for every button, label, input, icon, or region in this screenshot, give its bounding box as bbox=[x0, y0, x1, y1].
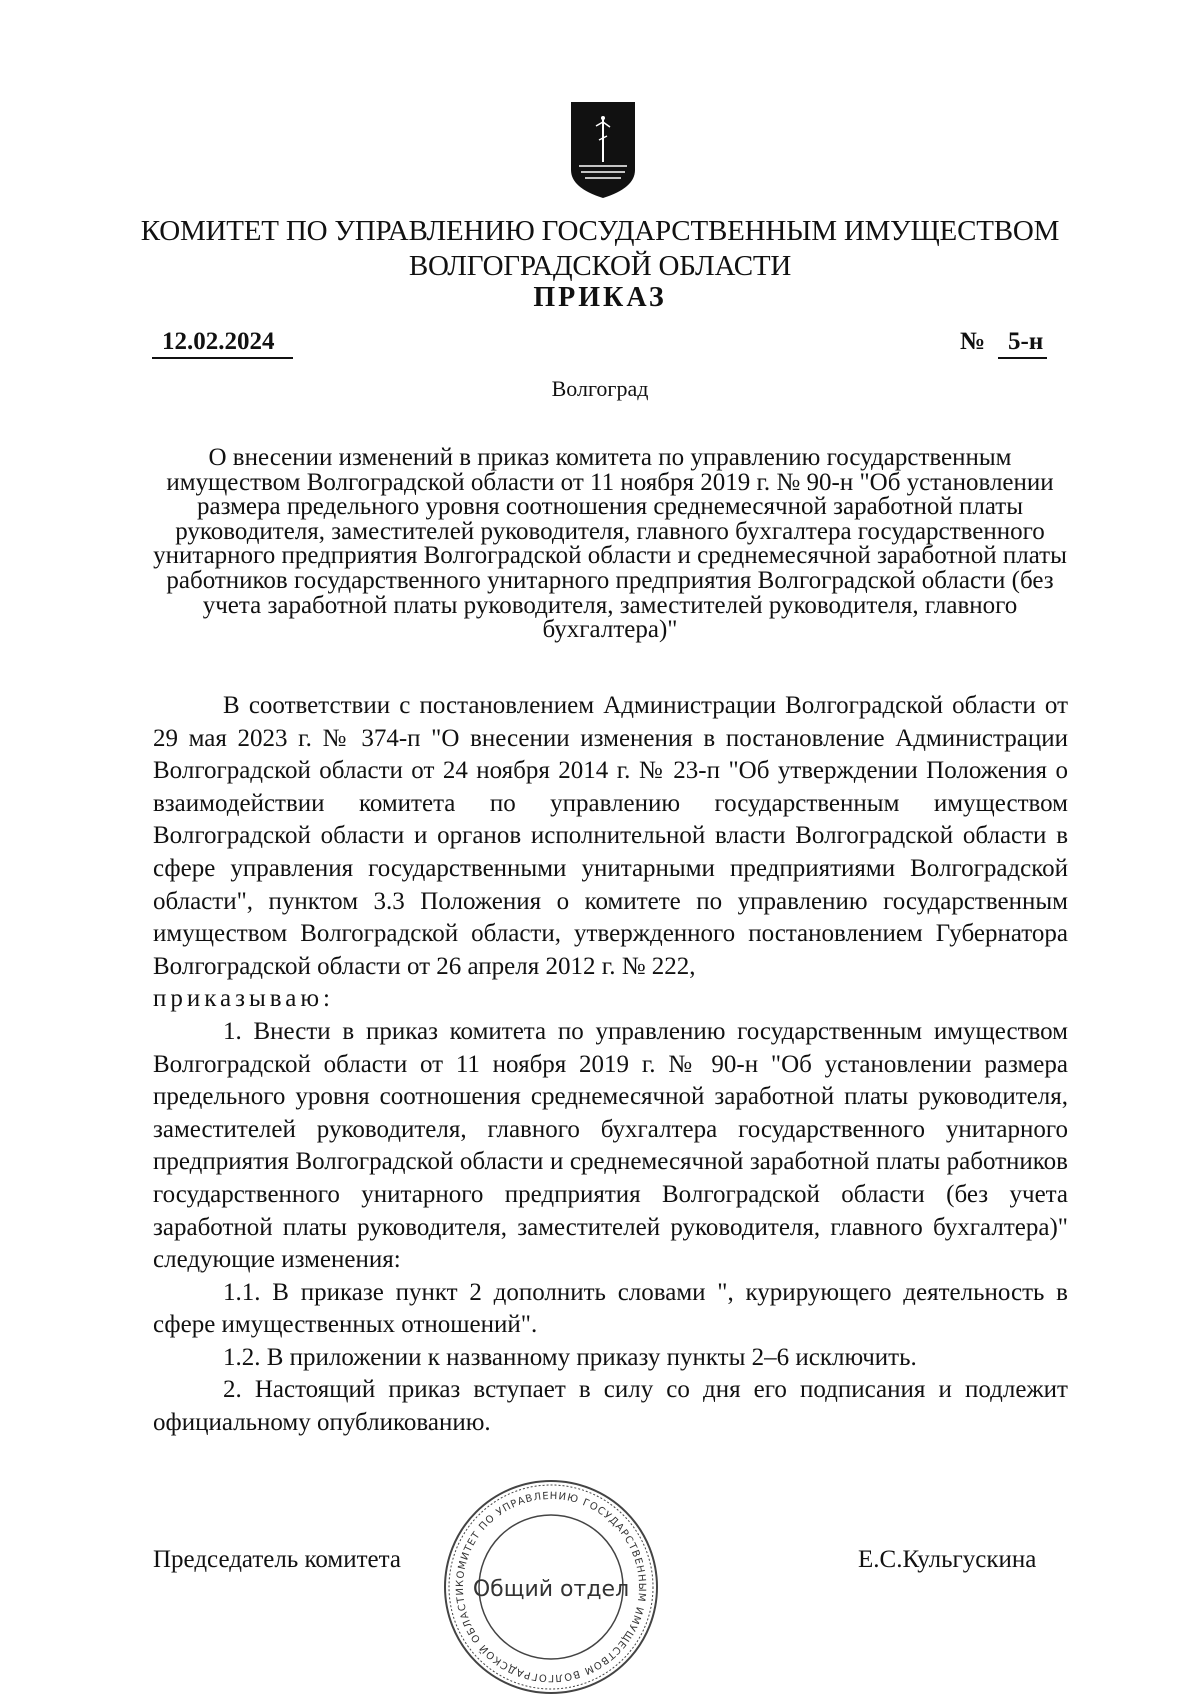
signatory-name: Е.С.Кульгускина bbox=[858, 1546, 1037, 1573]
organization-name-line1: КОМИТЕТ ПО УПРАВЛЕНИЮ ГОСУДАРСТВЕННЫМ ИМУЩЕСТВОМ bbox=[140, 215, 1060, 247]
organization-name-line2: ВОЛГОГРАДСКОЙ ОБЛАСТИ bbox=[408, 250, 792, 282]
stamp-ring-text: КОМИТЕТ ПО УПРАВЛЕНИЮ ГОСУДАРСТВЕННЫМ ИМУЩЕСТВОМ ВОЛГОГРАДСКОЙ ОБЛАСТИ bbox=[454, 1490, 648, 1684]
office-stamp bbox=[440, 1476, 662, 1698]
order-word: приказываю: bbox=[153, 985, 334, 1013]
item-2: 2. Настоящий приказ вступает в силу со дня его подписания и подлежит официальному опубликованию. bbox=[153, 1376, 1068, 1437]
item-1: 1. Внести в приказ комитета по управлению государственным имуществом Волгоградской области от 11 ноября 2019 г. № 90-н "Об установлении размера предельного уровня соотношения среднемесячной заработной платы руководителя, заместителей руководителя, главного бухгалтера государственного унитарного предприятия Волгоградской области и среднемесячной заработной платы работников государственного унитарного предприятия Волгоградской области (без учета заработной платы руководителя, заместителей руководителя, главного бухгалтера)" следующие изменения: bbox=[153, 1017, 1068, 1274]
document-date: 12.02.2024 bbox=[152, 327, 293, 359]
document-number: 5-н bbox=[998, 327, 1047, 359]
item-1-1: 1.1. В приказе пункт 2 дополнить словами ", курирующего деятельность в сфере имущественных отношений". bbox=[153, 1278, 1068, 1339]
preamble-paragraph: В соответствии с постановлением Администрации Волгоградской области от 29 мая 2023 г. № 374-п "О внесении изменения в постановление Администрации Волгоградской области от 24 ноября 2014 г. № 23-п "Об утверждении Положения о взаимодействии комитета по управлению государственным имуществом Волгоградской области и органов исполнительной власти Волгоградской области в сфере управления государственными унитарными предприятиями Волгоградской области", пунктом 3.3 Положения о комитете по управлению государственным имуществом Волгоградской области, утвержденного постановлением Губернатора Волгоградской области от 26 апреля 2012 г. № 222, bbox=[153, 692, 1068, 980]
document-type: ПРИКАЗ bbox=[533, 282, 667, 313]
stamp-center-text: Общий отдел bbox=[472, 1577, 630, 1602]
document-number-label: № bbox=[960, 328, 986, 355]
coat-of-arms-emblem bbox=[569, 100, 637, 200]
document-body bbox=[153, 690, 1068, 1440]
item-1-2: 1.2. В приложении к названному приказу пункты 2–6 исключить. bbox=[223, 1343, 917, 1371]
document-title: О внесении изменений в приказ комитета по управлению государственным имуществом Волгоградской области от 11 ноября 2019 г. № 90-н "Об установлении размера предельного уровня соотношения среднемесячной заработной платы руководителя, заместителей руководителя, главного бухгалтера государственного унитарного предприятия Волгоградской области и среднемесячной заработной платы работников государственного унитарного предприятия Волгоградской области (без учета заработной платы руководителя, заместителей руководителя, главного бухгалтера)" bbox=[153, 444, 1067, 644]
city: Волгоград bbox=[551, 376, 649, 401]
signatory-position: Председатель комитета bbox=[153, 1546, 401, 1573]
